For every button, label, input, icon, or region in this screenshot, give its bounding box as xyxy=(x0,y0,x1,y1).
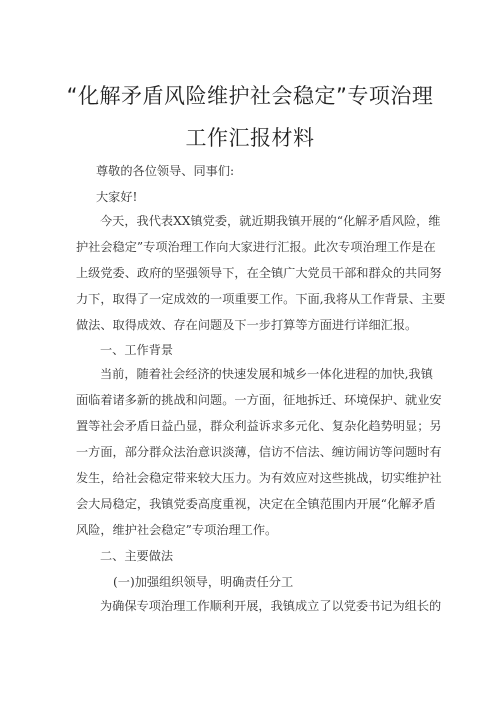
intro-line: 上级党委、政府的坚强领导下，在全镇广大党员干部和群众的共同努 xyxy=(76,266,442,280)
intro-line: 力下，取得了一定成效的一项重要工作。下面,我将从工作背景、主要 xyxy=(76,292,446,306)
intro-paragraph xyxy=(76,208,446,338)
subsection-heading-organization: (一)加强组织领导，明确责任分工 xyxy=(113,575,294,589)
section-heading-measures: 二、主要做法 xyxy=(100,549,174,563)
organization-paragraph xyxy=(76,593,442,619)
background-paragraph xyxy=(76,361,442,543)
intro-line: 今天，我代表XX镇党委，就近期我镇开展的“化解矛盾风险，维 xyxy=(100,214,441,228)
greeting: 大家好! xyxy=(96,190,138,204)
background-line: 风险，维护社会稳定”专项治理工作。 xyxy=(76,523,278,537)
document-title-line2: 工作汇报材料 xyxy=(185,126,315,150)
organization-line: 为确保专项治理工作顺利开展，我镇成立了以党委书记为组长的 xyxy=(100,599,442,613)
background-line: 置等社会矛盾日益凸显，群众利益诉求多元化、复杂化趋势明显；另 xyxy=(76,419,442,433)
background-line: 面临着诸多新的挑战和问题。一方面，征地拆迁、环境保护、就业安 xyxy=(76,393,442,407)
background-line: 会大局稳定，我镇党委高度重视，决定在全镇范围内开展“化解矛盾 xyxy=(76,497,436,511)
intro-line: 护社会稳定”专项治理工作向大家进行汇报。此次专项治理工作是在 xyxy=(76,240,436,254)
background-line: 一方面，部分群众法治意识淡薄，信访不信法、缠访闹访等问题时有 xyxy=(76,445,442,459)
section-heading-background: 一、工作背景 xyxy=(100,343,174,357)
background-line: 当前，随着社会经济的快速发展和城乡一体化进程的加快,我镇 xyxy=(100,367,433,381)
salutation: 尊敬的各位领导、同事们: xyxy=(96,164,235,178)
intro-line: 做法、取得成效、存在问题及下一步打算等方面进行详细汇报。 xyxy=(76,318,418,332)
background-line: 发生，给社会稳定带来较大压力。为有效应对这些挑战，切实维护社 xyxy=(76,471,442,485)
document-title-line1: “化解矛盾风险维护社会稳定”专项治理 xyxy=(66,84,434,108)
